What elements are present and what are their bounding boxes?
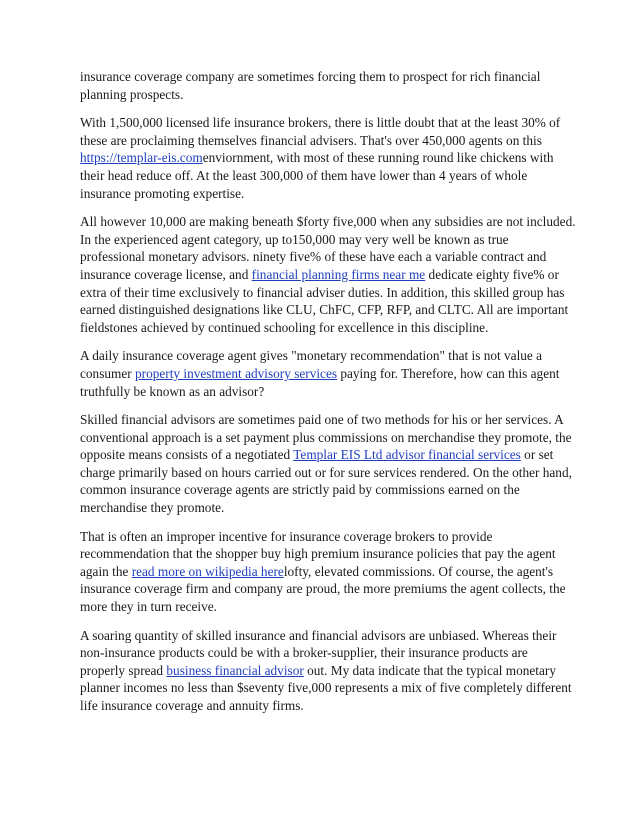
property-investment-advisory-link[interactable]: property investment advisory services <box>135 365 338 381</box>
paragraph-text: lofty, elevated commissions. Of course, the agent's insurance coverage firm and company are proud, the more premiums the agent collects, the more they in turn receive. <box>80 563 566 615</box>
financial-planning-firms-link[interactable]: financial planning firms near me <box>251 266 426 282</box>
paragraph-text: A soaring quantity of skilled insurance and financial advisors are unbiased. Whereas their non-insurance products could be with a broker-supplier, their insurance products are properly spread <box>80 627 557 678</box>
business-financial-advisor-link[interactable]: business financial advisor <box>166 662 304 678</box>
paragraph-text: insurance coverage company are sometimes forcing them to prospect for rich financial planning prospects. <box>80 69 541 102</box>
paragraph-3 <box>80 213 576 336</box>
paragraph-4 <box>80 347 576 400</box>
paragraph-text: All however 10,000 are making beneath $forty five,000 when any subsidies are not included. In the experienced agent category, up to150,000 may very well be known as true professional monetary advisors. ninety five% of these have each a variable contract and insurance coverage license, and <box>80 214 576 282</box>
paragraph-1 <box>80 68 576 103</box>
paragraph-text: dedicate eighty five% or extra of their time exclusively to financial adviser duties. In addition, this skilled group has earned distinguished designations like CLU, ChFC, CFP, RFP, and CLTC. All are important fieldstones achieved by continued schooling for excellence in this discipline. <box>80 266 569 335</box>
paragraph-text: paying for. Therefore, how can this agent truthfully be known as an advisor? <box>80 365 560 399</box>
paragraph-6 <box>80 528 576 616</box>
paragraph-text: out. My data indicate that the typical monetary planner incomes no less than $seventy five,000 represents a mix of five completely different life insurance coverage and annuity firms. <box>80 662 572 713</box>
templar-eis-advisor-link[interactable]: Templar EIS Ltd advisor financial services <box>293 447 521 463</box>
paragraph-text: or set charge primarily based on hours carried out or for sure services rendered. On the other hand, common insurance coverage agents are strictly paid by commissions earned on the merchandise they promote. <box>80 447 572 516</box>
paragraph-text: Skilled financial advisors are sometimes paid one of two methods for his or her services. A conventional approach is a set payment plus commissions on merchandise they promote, the opposite means consists of a negotiated <box>80 412 572 463</box>
document-body <box>80 68 576 726</box>
paragraph-text: A daily insurance coverage agent gives "monetary recommendation" that is not value a consumer <box>80 348 543 381</box>
paragraph-5 <box>80 411 576 517</box>
paragraph-7 <box>80 627 576 715</box>
templar-eis-link[interactable]: https://templar-eis.com <box>80 150 203 166</box>
paragraph-text: That is often an improper incentive for insurance coverage brokers to provide recommendation that the shopper buy high premium insurance policies that pay the agent again the <box>80 528 556 579</box>
paragraph-text: With 1,500,000 licensed life insurance brokers, there is little doubt that at the least 30% of these are proclaiming themselves financial advisers. That's over 450,000 agents on this <box>80 115 561 148</box>
paragraph-2 <box>80 114 576 202</box>
wikipedia-link[interactable]: read more on wikipedia here <box>131 563 284 579</box>
paragraph-text: enviornment, with most of these running round like chickens with their head reduce off. At the least 300,000 of them have lower than 4 years of whole insurance promoting expertise. <box>80 150 554 201</box>
